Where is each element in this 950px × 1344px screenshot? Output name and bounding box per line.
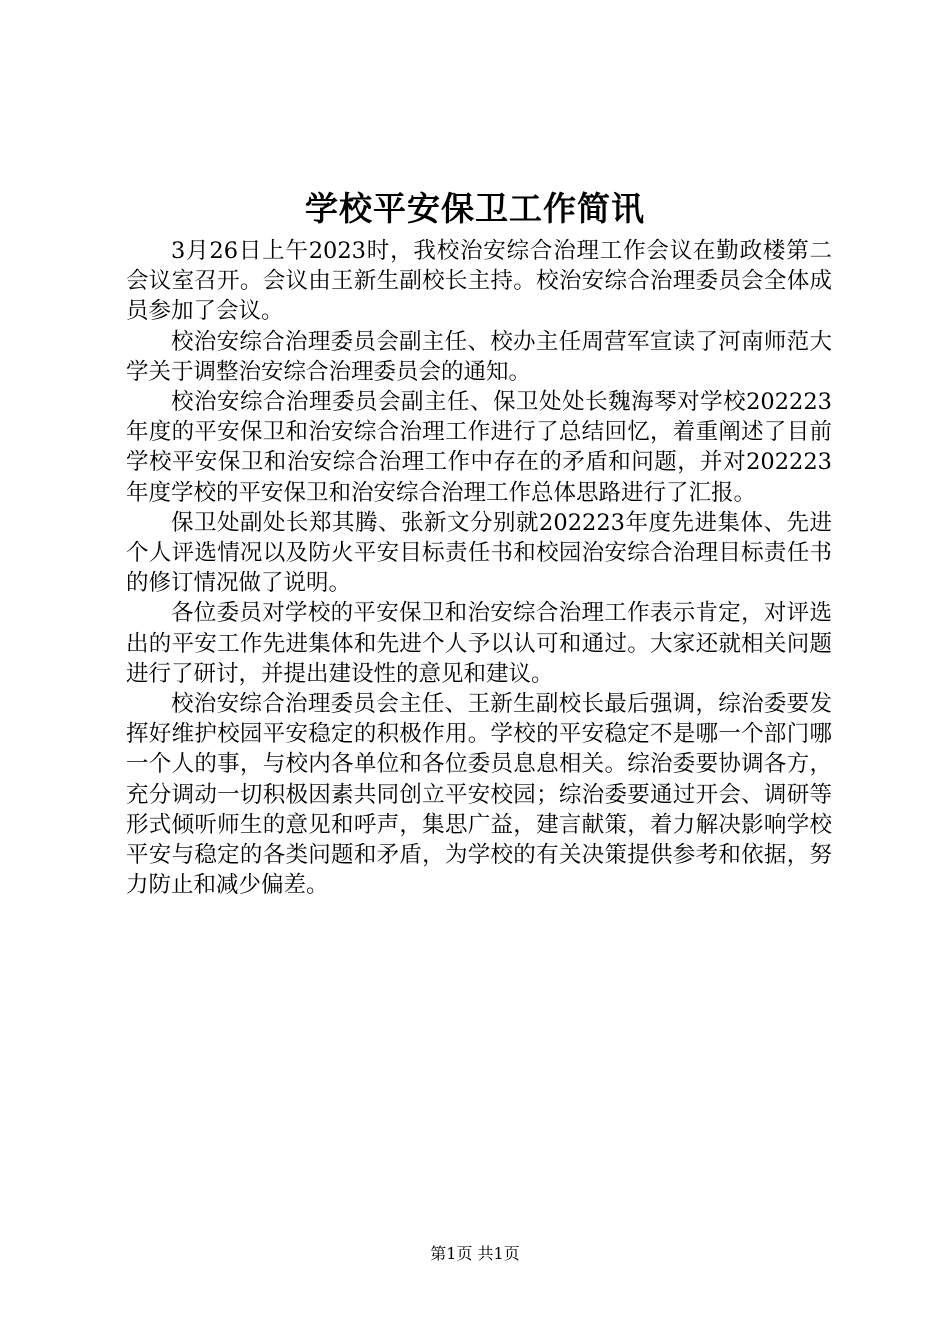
paragraph-6: 校治安综合治理委员会主任、王新生副校长最后强调，综治委要发挥好维护校园平安稳定的积极作用。学校的平安稳定不是哪一个部门哪一个人的事，与校内各单位和各位委员息息相关。综治委要协调各方，充分调动一切积极因素共同创立平安校园；综治委要通过开会、调研等形式倾听师生的意见和呼声，集思广益，建言献策，着力解决影响学校平安与稳定的各类问题和矛盾，为学校的有关决策提供参考和依据，努力防止和减少偏差。 (126, 691, 832, 899)
paragraph-1: 3月26日上午2023时，我校治安综合治理工作会议在勤政楼第二会议室召开。会议由王新生副校长主持。校治安综合治理委员会全体成员参加了会议。 (126, 238, 832, 325)
document-body (126, 236, 832, 900)
page-footer: 第1页 共1页 (430, 1244, 520, 1263)
paragraph-2: 校治安综合治理委员会副主任、校办主任周营军宣读了河南师范大学关于调整治安综合治理委员会的通知。 (126, 328, 832, 385)
document-title: 学校平安保卫工作简讯 (305, 189, 645, 228)
paragraph-4: 保卫处副处长郑其腾、张新文分别就202223年度先进集体、先进个人评选情况以及防火平安目标责任书和校园治安综合治理目标责任书的修订情况做了说明。 (126, 509, 832, 597)
paragraph-3: 校治安综合治理委员会副主任、保卫处处长魏海琴对学校202223年度的平安保卫和治安综合治理工作进行了总结回忆，着重阐述了目前学校平安保卫和治安综合治理工作中存在的矛盾和问题，并对202223年度学校的平安保卫和治安综合治理工作总体思路进行了汇报。 (126, 389, 832, 506)
paragraph-5: 各位委员对学校的平安保卫和治安综合治理工作表示肯定，对评选出的平安工作先进集体和先进个人予以认可和通过。大家还就相关问题进行了研讨，并提出建设性的意见和建议。 (126, 600, 832, 687)
